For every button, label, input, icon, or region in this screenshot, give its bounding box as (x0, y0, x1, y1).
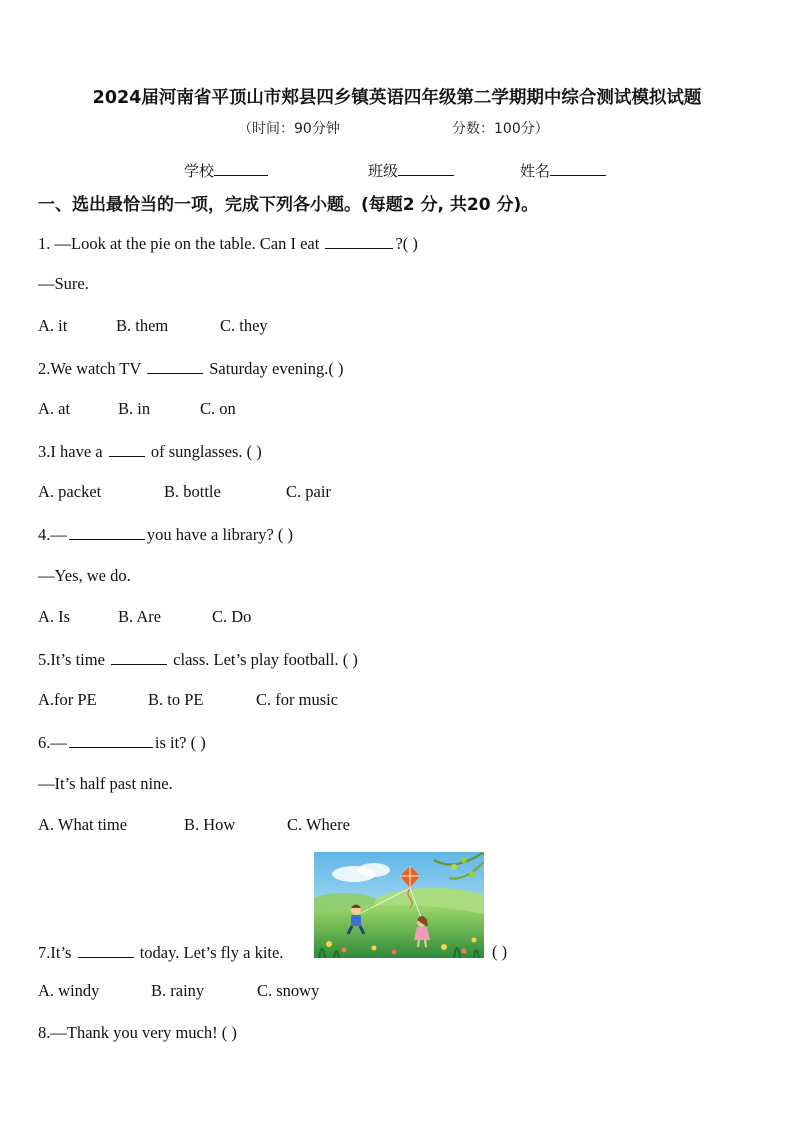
class-blank[interactable] (398, 161, 454, 176)
option-b[interactable]: B. to PE (148, 690, 204, 709)
question-3-text: 3.I have a (38, 442, 107, 461)
question-6 (38, 732, 206, 753)
option-a[interactable]: A. it (38, 316, 68, 335)
option-b[interactable]: B. them (116, 316, 169, 335)
question-1 (38, 233, 418, 254)
question-7-text: 7.It’s (38, 943, 76, 962)
exam-score: 分数：100分） (452, 121, 549, 137)
answer-blank (111, 649, 167, 665)
option-a[interactable]: A. What time (38, 815, 128, 834)
option-b[interactable]: B. rainy (151, 981, 205, 1000)
question-2-paren: Saturday evening.( ) (205, 359, 344, 378)
question-2-options (38, 399, 236, 419)
question-6-options (38, 815, 350, 835)
question-4-options (38, 607, 251, 627)
question-5-paren: class. Let’s play football. ( ) (169, 650, 358, 669)
answer-blank (78, 942, 134, 958)
question-1-options (38, 316, 268, 336)
question-7-paren: ( ) (492, 942, 508, 961)
answer-blank (325, 233, 393, 249)
question-1-text: 1. —Look at the pie on the table. Can I eat (38, 234, 324, 253)
option-b[interactable]: B. Are (118, 607, 162, 626)
option-b[interactable]: B. in (118, 399, 151, 418)
question-3-paren: of sunglasses. ( ) (146, 442, 262, 461)
option-a[interactable]: A. Is (38, 607, 71, 626)
question-1-paren: ?( ) (395, 234, 418, 253)
question-2-text: 2.We watch TV (38, 359, 146, 378)
answer-blank (69, 732, 153, 748)
question-3-options (38, 482, 331, 502)
question-4 (38, 524, 293, 545)
kite-flying-children-picture (314, 852, 484, 958)
question-5-options (38, 690, 338, 710)
option-c[interactable]: C. on (200, 399, 236, 418)
section-heading: 一、选出最恰当的一项，完成下列各小题。(每题2 分, 共20 分)。 (38, 195, 539, 215)
option-a[interactable]: A.for PE (38, 690, 97, 709)
question-7-text-end: today. Let’s fly a kite. (135, 943, 284, 962)
answer-blank (147, 358, 203, 374)
page-title: 2024届河南省平顶山市郏县四乡镇英语四年级第二学期期中综合测试模拟试题 (92, 88, 702, 108)
option-a[interactable]: A. at (38, 399, 71, 418)
option-c[interactable]: C. snowy (257, 981, 320, 1000)
school-label: 学校 (184, 162, 215, 180)
answer-blank (69, 524, 145, 540)
option-a[interactable]: A. windy (38, 981, 100, 1000)
question-6-reply: —It’s half past nine. (38, 774, 173, 793)
question-6-paren: is it? ( ) (154, 733, 206, 752)
option-c[interactable]: C. they (220, 316, 268, 335)
option-c[interactable]: C. Do (212, 607, 252, 626)
question-7 (38, 942, 283, 963)
question-2 (38, 358, 344, 379)
school-blank[interactable] (214, 161, 268, 176)
question-5-text: 5.It’s time (38, 650, 110, 669)
option-c[interactable]: C. Where (287, 815, 350, 834)
question-4-text: 4.— (38, 525, 67, 544)
option-c[interactable]: C. pair (286, 482, 331, 501)
school-field (184, 160, 268, 181)
question-5 (38, 649, 358, 670)
question-1-reply: —Sure. (38, 274, 89, 293)
name-field (520, 160, 606, 181)
answer-blank (109, 441, 145, 457)
question-6-text: 6.— (38, 733, 67, 752)
class-label: 班级 (368, 162, 399, 180)
option-b[interactable]: B. How (184, 815, 236, 834)
question-3 (38, 441, 262, 462)
question-7-options (38, 981, 319, 1001)
name-label: 姓名 (520, 162, 551, 180)
question-8: 8.—Thank you very much! ( ) (38, 1023, 237, 1042)
option-c[interactable]: C. for music (256, 690, 339, 709)
option-b[interactable]: B. bottle (164, 482, 221, 501)
exam-time: （时间：90分钟 (238, 121, 340, 137)
option-a[interactable]: A. packet (38, 482, 102, 501)
question-4-paren: you have a library? ( ) (146, 525, 294, 544)
class-field (368, 160, 454, 181)
name-blank[interactable] (550, 161, 606, 176)
question-4-reply: —Yes, we do. (38, 566, 131, 585)
